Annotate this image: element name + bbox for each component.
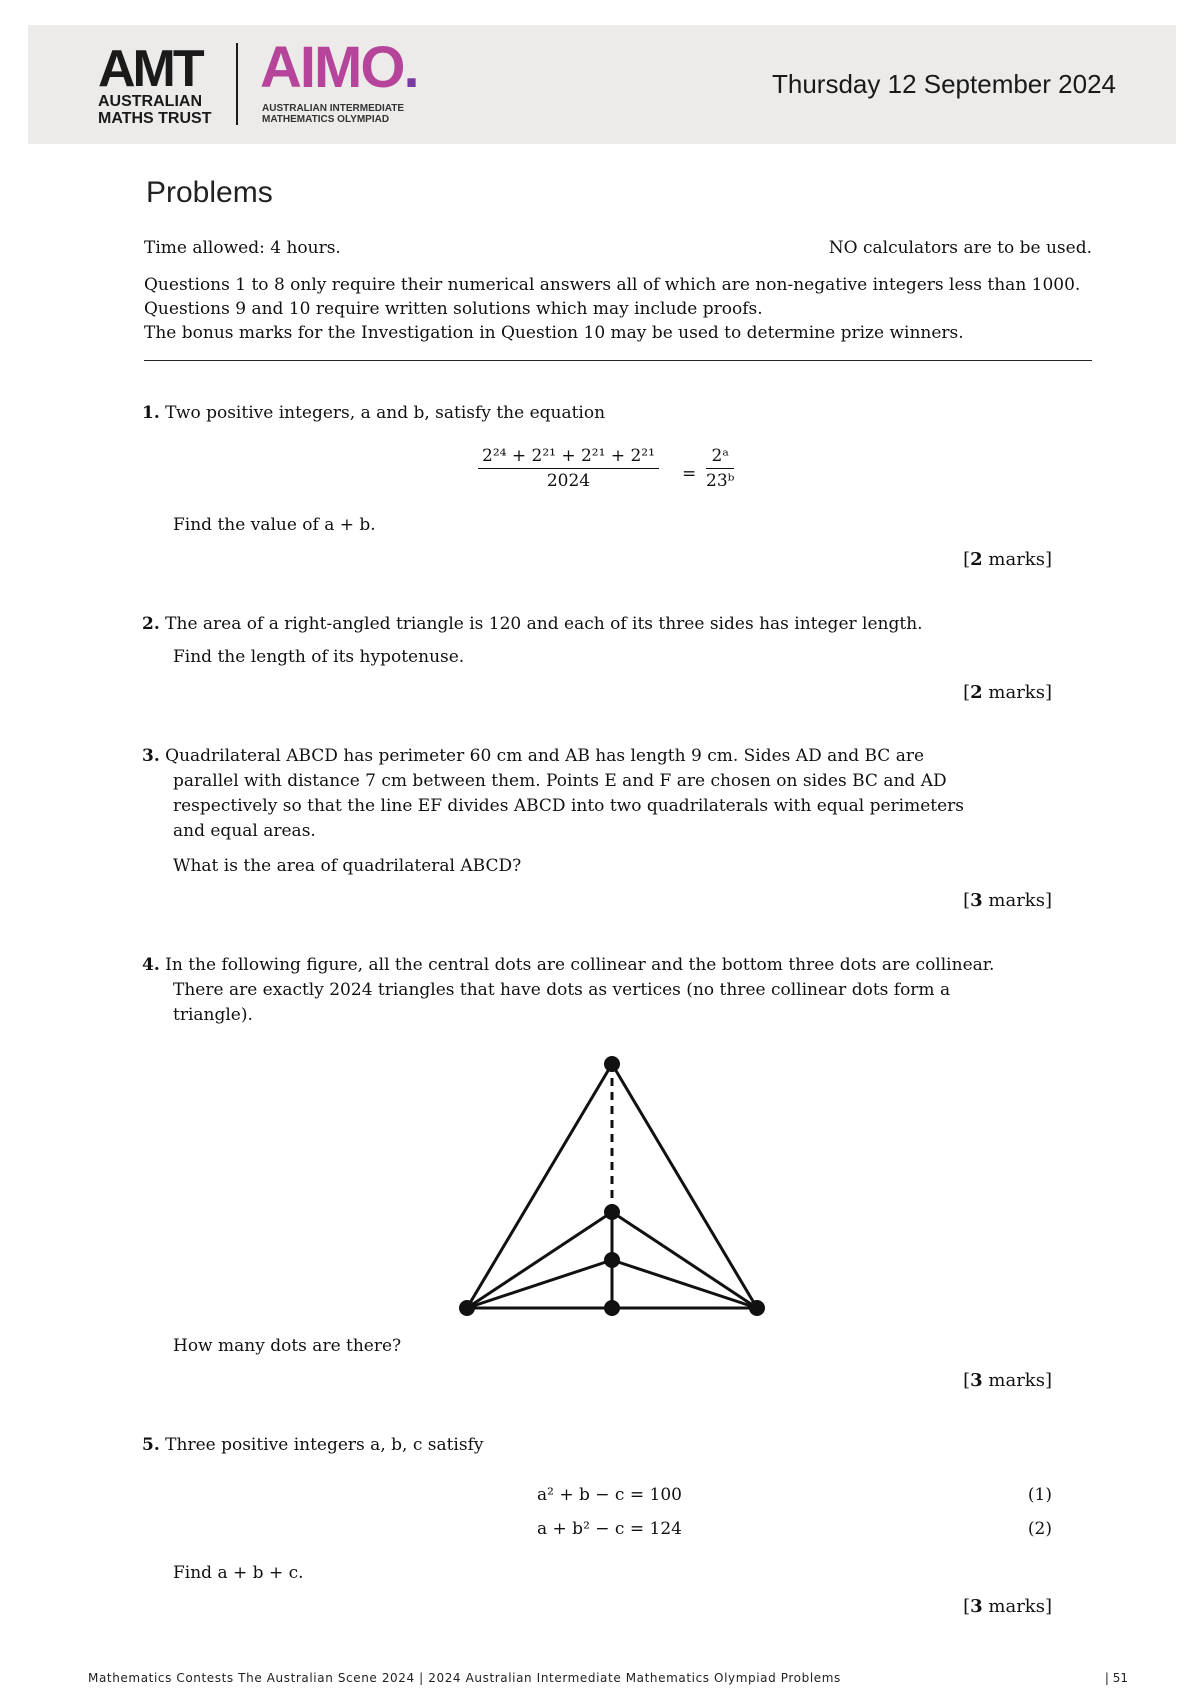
question-3-line-2: parallel with distance 7 cm between them. Points E and F are chosen on sides BC and AD — [173, 771, 947, 791]
amt-logo: AMT — [98, 40, 202, 98]
question-4-line-2: There are exactly 2024 triangles that have dots as vertices (no three collinear dots form a — [173, 980, 951, 1000]
question-4-prompt: How many dots are there? — [173, 1336, 402, 1356]
q1-equals-sign: = — [682, 464, 697, 484]
question-2 — [142, 614, 923, 634]
question-5-prompt: Find a + b + c. — [173, 1563, 304, 1583]
question-3-prompt: What is the area of quadrilateral ABCD? — [173, 856, 522, 876]
equation-2: a + b² − c = 124 — [537, 1519, 682, 1539]
question-1-text: Two positive integers, a and b, satisfy the equation — [165, 403, 606, 423]
figure-dot — [459, 1300, 475, 1316]
figure-edge — [467, 1212, 612, 1308]
question-1-marks: [2 marks] — [963, 549, 1052, 570]
figure-dot — [749, 1300, 765, 1316]
instructions-line-3: The bonus marks for the Investigation in Question 10 may be used to determine prize winners. — [144, 323, 964, 343]
question-5-text: Three positive integers a, b, c satisfy — [165, 1435, 484, 1455]
question-1-prompt: Find the value of a + b. — [173, 515, 376, 535]
figure-edge — [467, 1064, 612, 1308]
question-5-marks: [3 marks] — [963, 1596, 1052, 1617]
question-number: 5. — [142, 1435, 160, 1455]
figure-edge — [612, 1064, 757, 1308]
aimo-logo-subtitle: AUSTRALIAN INTERMEDIATE MATHEMATICS OLYMPIAD — [262, 103, 405, 125]
time-allowed: Time allowed: 4 hours. — [144, 238, 341, 258]
question-3-line-3: respectively so that the line EF divides ABCD into two quadrilaterals with equal perimeters — [173, 796, 965, 816]
question-number: 1. — [142, 403, 160, 423]
question-5 — [142, 1435, 484, 1455]
page-title: Problems — [146, 176, 273, 209]
question-4-marks: [3 marks] — [963, 1370, 1052, 1391]
figure-dot — [604, 1056, 620, 1072]
equation-1: a² + b − c = 100 — [537, 1485, 682, 1505]
figure-dot — [604, 1300, 620, 1316]
calculator-notice: NO calculators are to be used. — [828, 238, 1092, 258]
figure-edge — [612, 1212, 757, 1308]
question-number: 4. — [142, 955, 160, 975]
question-number: 2. — [142, 614, 160, 634]
question-2-marks: [2 marks] — [963, 682, 1052, 703]
instructions-line-1: Questions 1 to 8 only require their numerical answers all of which are non-negative integers less than 1000. — [144, 275, 1081, 295]
equation-1-tag: (1) — [1027, 1485, 1052, 1505]
question-4-line-1: 4. In the following figure, all the central dots are collinear and the bottom three dots are collinear. — [142, 955, 995, 975]
question-4-line-3: triangle). — [173, 1005, 253, 1025]
header-divider — [236, 43, 238, 125]
instructions-line-2: Questions 9 and 10 require written solutions which may include proofs. — [144, 299, 763, 319]
question-3-marks: [3 marks] — [963, 890, 1052, 911]
triangle-dots-figure — [450, 1050, 770, 1320]
question-2-text: The area of a right-angled triangle is 120 and each of its three sides has integer length. — [165, 614, 923, 634]
footer-page-number: | 51 — [1104, 1671, 1128, 1685]
q1-rhs-fraction: $\frac{\text{2ᵃ}}{\text{23ᵇ}}$ — [706, 446, 735, 491]
question-3-line-4: and equal areas. — [173, 821, 316, 841]
figure-edge — [612, 1260, 757, 1308]
figure-dot — [604, 1252, 620, 1268]
header-date: Thursday 12 September 2024 — [772, 69, 1116, 99]
question-number: 3. — [142, 746, 160, 766]
figure-edge — [467, 1260, 612, 1308]
aimo-logo: AIMO. — [260, 35, 418, 100]
q1-lhs-fraction: $\frac{\text{2²⁴ + 2²¹ + 2²¹ + 2²¹}}{2024}$ — [478, 446, 659, 491]
header-banner — [28, 25, 1176, 144]
question-1 — [142, 403, 605, 423]
divider-rule — [144, 360, 1092, 361]
footer-text: Mathematics Contests The Australian Scene 2024 | 2024 Australian Intermediate Mathematics Olympiad Problems — [88, 1671, 841, 1685]
question-3-line-1: 3. Quadrilateral ABCD has perimeter 60 cm and AB has length 9 cm. Sides AD and BC are — [142, 746, 925, 766]
figure-dot — [604, 1204, 620, 1220]
amt-logo-subtitle: AUSTRALIAN MATHS TRUST — [98, 93, 212, 127]
equation-2-tag: (2) — [1027, 1519, 1052, 1539]
question-2-prompt: Find the length of its hypotenuse. — [173, 647, 465, 667]
